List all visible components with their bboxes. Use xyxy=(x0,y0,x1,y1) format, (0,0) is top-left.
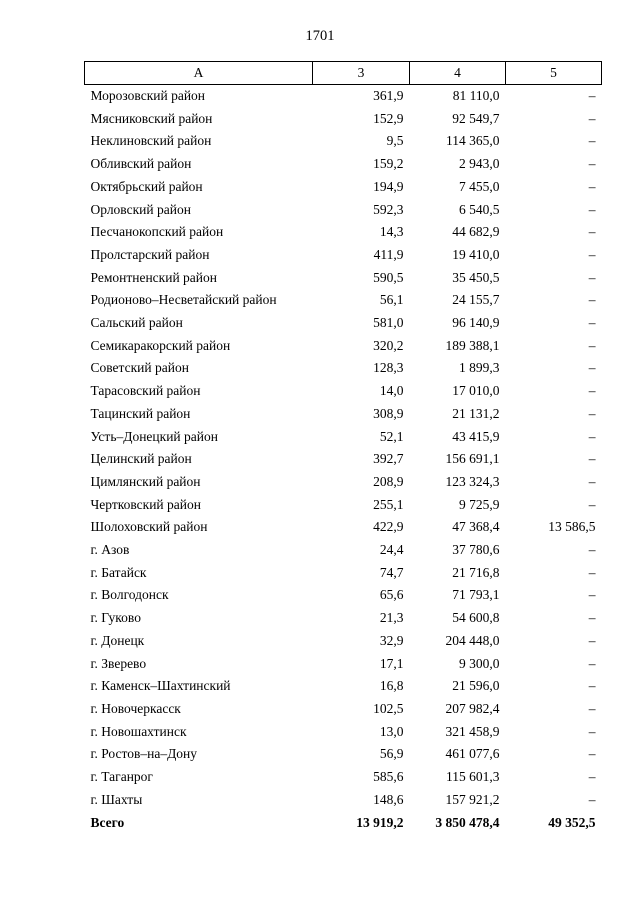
row-col3-cell: 392,7 xyxy=(373,451,404,467)
row-col5-cell: – xyxy=(588,224,596,240)
row-col4-cell: 21 131,2 xyxy=(452,405,500,421)
row-col4-cell: 19 410,0 xyxy=(452,246,500,262)
table-row xyxy=(85,403,602,426)
row-col4-cell: 204 448,0 xyxy=(445,632,500,648)
row-name-cell: г. Каменск–Шахтинский xyxy=(90,678,231,694)
row-col3-cell: 590,5 xyxy=(373,269,404,285)
row-col3-cell: 56,9 xyxy=(379,746,404,762)
row-name-cell: Советский район xyxy=(90,360,189,376)
row-name-cell: Шолоховский район xyxy=(90,519,208,535)
table-row xyxy=(85,698,602,721)
row-col5-cell: – xyxy=(588,473,596,489)
row-col5-cell: – xyxy=(588,655,596,671)
row-col3-cell: 14,0 xyxy=(379,383,404,399)
row-name-cell: Семикаракорский район xyxy=(90,337,231,353)
row-col4-cell: 6 540,5 xyxy=(459,201,500,217)
table-row xyxy=(85,607,602,630)
table-row xyxy=(85,221,602,244)
row-col4-cell: 81 110,0 xyxy=(452,88,500,103)
row-col5-cell: – xyxy=(588,700,596,716)
row-name-cell: Ремонтненский район xyxy=(90,269,217,285)
row-col4-cell: 44 682,9 xyxy=(452,224,500,240)
row-col5-cell: – xyxy=(588,178,596,194)
row-col5-cell: 49 352,5 xyxy=(548,814,596,830)
row-col5-cell: – xyxy=(588,610,596,626)
row-name-cell: г. Ростов–на–Дону xyxy=(90,746,198,762)
row-col4-cell: 54 600,8 xyxy=(452,610,500,626)
table-row xyxy=(85,426,602,449)
row-col5-cell: – xyxy=(588,292,596,308)
row-col3-cell: 32,9 xyxy=(379,632,404,648)
table-row xyxy=(85,743,602,766)
row-name-cell: г. Гуково xyxy=(90,610,141,626)
row-col5-cell: – xyxy=(588,542,596,558)
row-col4-cell: 2 943,0 xyxy=(459,156,500,172)
row-col4-cell: 35 450,5 xyxy=(452,269,500,285)
row-name-cell: г. Азов xyxy=(90,542,130,558)
row-col4-cell: 123 324,3 xyxy=(445,473,500,489)
table-row xyxy=(85,335,602,358)
table-row xyxy=(85,584,602,607)
row-name-cell: Родионово–Несветайский район xyxy=(90,292,277,308)
row-col4-cell: 37 780,6 xyxy=(452,542,500,558)
row-col5-cell: – xyxy=(588,587,596,603)
row-col4-cell: 21 716,8 xyxy=(452,564,500,580)
row-col4-cell: 96 140,9 xyxy=(452,315,500,331)
row-col4-cell: 9 725,9 xyxy=(459,496,500,512)
row-col4-cell: 461 077,6 xyxy=(445,746,500,762)
row-col5-cell: – xyxy=(588,746,596,762)
row-col3-cell: 152,9 xyxy=(373,110,404,126)
row-col4-cell: 156 691,1 xyxy=(445,451,500,467)
row-name-cell: Орловский район xyxy=(90,201,191,217)
table-row xyxy=(85,630,602,653)
row-col5-cell: – xyxy=(588,337,596,353)
row-col3-cell: 159,2 xyxy=(373,156,404,172)
row-col3-cell: 411,9 xyxy=(373,246,404,262)
table-row xyxy=(85,766,602,789)
row-name-cell: Мясниковский район xyxy=(90,110,213,126)
row-col3-cell: 17,1 xyxy=(379,655,404,671)
header-col-4: 4 xyxy=(410,62,506,85)
table-row xyxy=(85,448,602,471)
row-col4-cell: 3 850 478,4 xyxy=(435,814,500,830)
table-row xyxy=(85,562,602,585)
table-row xyxy=(85,130,602,153)
row-name-cell: Обливский район xyxy=(90,156,192,172)
row-name-cell: г. Таганрог xyxy=(90,769,153,785)
row-col3-cell: 65,6 xyxy=(379,587,404,603)
row-col3-cell: 422,9 xyxy=(373,519,404,535)
row-name-cell: Всего xyxy=(90,814,125,830)
table-row xyxy=(85,85,602,108)
row-col3-cell: 74,7 xyxy=(379,564,404,580)
row-col3-cell: 9,5 xyxy=(386,133,404,149)
row-name-cell: Усть–Донецкий район xyxy=(90,428,218,444)
row-name-cell: г. Волгодонск xyxy=(90,587,169,603)
row-col5-cell: – xyxy=(588,269,596,285)
row-col5-cell: – xyxy=(588,451,596,467)
table-row xyxy=(85,721,602,744)
header-col-3: 3 xyxy=(313,62,410,85)
row-col3-cell: 13 919,2 xyxy=(356,814,404,830)
row-col4-cell: 207 982,4 xyxy=(445,700,500,716)
row-col5-cell: – xyxy=(588,632,596,648)
table-row xyxy=(85,244,602,267)
row-name-cell: г. Шахты xyxy=(90,791,143,807)
row-col3-cell: 13,0 xyxy=(379,723,404,739)
table-row xyxy=(85,267,602,290)
row-name-cell: г. Батайск xyxy=(90,564,147,580)
row-name-cell: г. Новочеркасск xyxy=(90,700,181,716)
row-col3-cell: 320,2 xyxy=(373,337,404,353)
row-col3-cell: 208,9 xyxy=(373,473,404,489)
row-col5-cell: – xyxy=(588,156,596,172)
table-row xyxy=(85,176,602,199)
row-col3-cell: 255,1 xyxy=(373,496,404,512)
row-name-cell: г. Новошахтинск xyxy=(90,723,187,739)
budget-table xyxy=(84,61,602,834)
row-col5-cell: – xyxy=(588,110,596,126)
row-name-cell: Цимлянский район xyxy=(90,473,201,489)
row-col5-cell: – xyxy=(588,246,596,262)
page-number: 1701 xyxy=(305,28,335,44)
table-row xyxy=(85,289,602,312)
row-col5-cell: – xyxy=(588,133,596,149)
row-col5-cell: – xyxy=(588,88,596,103)
row-col5-cell: – xyxy=(588,405,596,421)
row-name-cell: Сальский район xyxy=(90,315,183,331)
table-row xyxy=(85,312,602,335)
table-row xyxy=(85,789,602,812)
row-name-cell: Чертковский район xyxy=(90,496,201,512)
row-col3-cell: 14,3 xyxy=(379,224,404,240)
table-row xyxy=(85,380,602,403)
row-name-cell: г. Зверево xyxy=(90,655,147,671)
table-row xyxy=(85,653,602,676)
row-name-cell: Октябрьский район xyxy=(90,178,203,194)
row-col4-cell: 114 365,0 xyxy=(446,133,500,149)
row-col4-cell: 115 601,3 xyxy=(446,769,500,785)
table-row xyxy=(85,516,602,539)
row-col5-cell: – xyxy=(588,201,596,217)
row-col5-cell: 13 586,5 xyxy=(548,519,596,535)
row-col5-cell: – xyxy=(588,564,596,580)
table-row xyxy=(85,539,602,562)
row-col5-cell: – xyxy=(588,496,596,512)
row-name-cell: г. Донецк xyxy=(90,632,145,648)
table-row xyxy=(85,108,602,131)
row-name-cell: Неклиновский район xyxy=(90,133,212,149)
table-row xyxy=(85,199,602,222)
row-col4-cell: 24 155,7 xyxy=(452,292,500,308)
row-col5-cell: – xyxy=(588,723,596,739)
row-col4-cell: 17 010,0 xyxy=(452,383,500,399)
table-header-row xyxy=(85,62,602,85)
row-col4-cell: 1 899,3 xyxy=(459,360,500,376)
table-row xyxy=(85,494,602,517)
row-col4-cell: 9 300,0 xyxy=(459,655,500,671)
row-col4-cell: 43 415,9 xyxy=(452,428,500,444)
row-col5-cell: – xyxy=(588,383,596,399)
table-row xyxy=(85,357,602,380)
row-col4-cell: 7 455,0 xyxy=(459,178,500,194)
row-col5-cell: – xyxy=(588,360,596,376)
row-col3-cell: 148,6 xyxy=(373,791,404,807)
row-col4-cell: 21 596,0 xyxy=(452,678,500,694)
row-col4-cell: 189 388,1 xyxy=(445,337,500,353)
row-col5-cell: – xyxy=(588,315,596,331)
row-col4-cell: 47 368,4 xyxy=(452,519,500,535)
total-row xyxy=(85,812,602,835)
row-col3-cell: 16,8 xyxy=(379,678,404,694)
row-col5-cell: – xyxy=(588,791,596,807)
row-col3-cell: 24,4 xyxy=(379,542,404,558)
row-col3-cell: 308,9 xyxy=(373,405,404,421)
row-name-cell: Тарасовский район xyxy=(90,383,201,399)
row-col4-cell: 157 921,2 xyxy=(445,791,500,807)
row-col3-cell: 592,3 xyxy=(373,201,404,217)
row-col4-cell: 71 793,1 xyxy=(452,587,500,603)
row-name-cell: Песчанокопский район xyxy=(90,224,224,240)
row-name-cell: Пролстарский район xyxy=(90,246,210,262)
row-col3-cell: 21,3 xyxy=(379,610,404,626)
row-col5-cell: – xyxy=(588,769,596,785)
row-col4-cell: 321 458,9 xyxy=(445,723,500,739)
row-col3-cell: 56,1 xyxy=(379,292,404,308)
row-col3-cell: 128,3 xyxy=(373,360,404,376)
row-col3-cell: 585,6 xyxy=(373,769,404,785)
table-row xyxy=(85,675,602,698)
table-body xyxy=(85,85,602,835)
row-col4-cell: 92 549,7 xyxy=(452,110,500,126)
row-col3-cell: 194,9 xyxy=(373,178,404,194)
row-col3-cell: 361,9 xyxy=(373,88,404,103)
header-col-5: 5 xyxy=(506,62,602,85)
row-col5-cell: – xyxy=(588,678,596,694)
row-col3-cell: 581,0 xyxy=(373,315,404,331)
header-col-a: А xyxy=(85,62,313,85)
row-name-cell: Тацинский район xyxy=(90,405,191,421)
row-name-cell: Морозовский район xyxy=(90,88,206,103)
row-name-cell: Целинский район xyxy=(90,451,192,467)
table-row xyxy=(85,471,602,494)
row-col3-cell: 52,1 xyxy=(379,428,404,444)
row-col5-cell: – xyxy=(588,428,596,444)
table-row xyxy=(85,153,602,176)
row-col3-cell: 102,5 xyxy=(373,700,404,716)
